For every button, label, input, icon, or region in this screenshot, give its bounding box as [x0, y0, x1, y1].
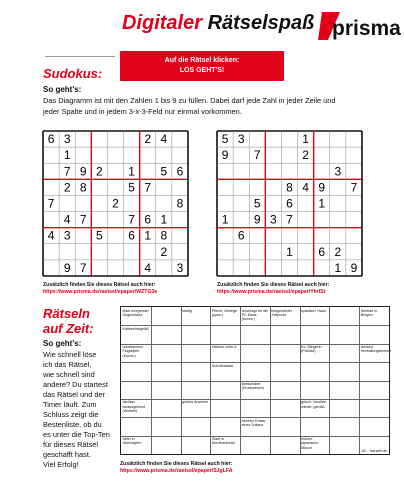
sudoku-cell: 2 — [160, 244, 168, 259]
timed-text-line: Viel Erfolg! — [43, 460, 79, 469]
sudoku-cell: 1 — [63, 148, 71, 163]
crossword-line — [121, 399, 389, 400]
timed-text-line: das Rätsel und der — [43, 390, 106, 399]
sudoku-1-note: Zusätzlich finden Sie dieses Rätsel auch hier: https://www.prisma.de/raetsel/epaper/WZTG3e — [43, 282, 158, 295]
sudoku-cell: 3 — [270, 212, 277, 227]
crossword-clue: Seebad in Belgien — [360, 308, 377, 317]
prisma-logo — [318, 10, 400, 42]
crossword-clue: Schulfestsaal — [211, 363, 234, 368]
sudoku-cell: 2 — [144, 132, 152, 147]
sudoku-cell: 2 — [334, 244, 342, 259]
sudoku-cell: 8 — [79, 180, 87, 195]
sudoku-cell: 7 — [47, 196, 55, 211]
divider — [45, 56, 115, 57]
sudoku-cell: 7 — [63, 164, 71, 179]
sudoku-cell: 6 — [237, 228, 245, 243]
sudoku-cell: 7 — [253, 148, 261, 163]
crossword-clue: spanisch: Haus — [301, 308, 326, 313]
sudoku-cell: 5 — [128, 180, 135, 195]
timed-text-line: Wie schnell löse — [43, 350, 97, 359]
sudoku-cell: 7 — [144, 180, 152, 195]
crossword-link[interactable]: https://www.prisma.de/raetsel/epaper/SJgLFA — [120, 467, 233, 474]
sudoku-cell: 6 — [318, 244, 326, 259]
crossword-clue: Unterlage für die PC-Maus (Kurzw.) — [241, 308, 269, 321]
sudoku-cell: 9 — [253, 212, 261, 227]
sudoku-cell: 9 — [221, 148, 229, 163]
timed-text-line: Timer läuft. Zum — [43, 400, 97, 409]
timed-text-line: es unter die Top-Ten — [43, 430, 110, 439]
sudoku-grid-2[interactable] — [217, 131, 362, 276]
page-title: Digitaler Rätselspaß — [122, 12, 315, 34]
sudoku-cell: 1 — [286, 244, 293, 259]
start-button[interactable]: Auf die Rätsel klicken: LOS GEHT'S! — [120, 51, 284, 81]
crossword-clue: unbekanntes Flugobjekt (Kurzw.) — [122, 345, 144, 358]
sudoku-subheading: So geht's: — [43, 85, 82, 94]
crossword-clue: Stadt in Nordfrankreich — [211, 437, 236, 446]
sudoku-cell: 7 — [350, 180, 358, 195]
sudoku-grid-1[interactable] — [43, 131, 188, 276]
sudoku-cell: 1 — [160, 212, 168, 227]
timed-text-line: wie schnell sind — [43, 370, 95, 379]
crossword-clue: Kaffeetrinkgefäß — [122, 326, 149, 331]
timed-text-line: Bestenliste, ob du — [43, 420, 102, 429]
sudoku-cell: 1 — [221, 212, 229, 227]
timed-heading: Rätseln auf Zeit: — [43, 306, 94, 336]
crossword-clue: frz. Sängerin (Patricia) — [301, 345, 322, 354]
sudoku-cell: 7 — [79, 212, 87, 227]
sudoku-instructions: Das Diagramm ist mit den Zahlen 1 bis 9 zu füllen. Dabei darf jede Zahl in jeder Zeile und jeder Spalte und in jedem 3-x-3-Feld nur einmal vorkommen. — [43, 96, 336, 116]
timed-subheading: So geht's: — [43, 339, 82, 348]
crossword-line — [121, 362, 389, 363]
crossword-clue: griech. Vorsilbe: wieder, gemäß — [301, 400, 327, 409]
timed-text-line: Schluss zeigt die — [43, 410, 99, 419]
sudoku-cell: 1 — [128, 164, 135, 179]
sudoku-cell: 1 — [318, 196, 326, 211]
crossword-grid[interactable] — [120, 306, 390, 455]
timed-text-line: geschafft hast. — [43, 450, 91, 459]
sudoku-cell: 9 — [318, 180, 326, 195]
sudoku-cell: 3 — [237, 132, 245, 147]
sudoku-cell: 3 — [176, 260, 184, 275]
sudoku-cell: 2 — [112, 196, 119, 211]
sudoku-cell: 4 — [47, 228, 55, 243]
sudoku-cell: 6 — [176, 164, 184, 179]
crossword-clue: farbschaber (Druckwesen) — [241, 382, 264, 391]
sudoku-cell: 7 — [79, 260, 87, 275]
sudoku-cell: 3 — [63, 132, 71, 147]
sudoku-cell: 8 — [286, 180, 293, 195]
sudoku-cell: 4 — [302, 180, 309, 195]
sudoku-2-link[interactable]: https://www.prisma.de/raetsel/epaper/YhrlSt — [217, 288, 326, 295]
sudoku-cell: 9 — [79, 164, 87, 179]
sudoku-cell: 4 — [63, 212, 71, 227]
crossword-line — [121, 344, 389, 345]
sudoku-cell: 3 — [63, 228, 71, 243]
crossword-clue: Blick erregender Gegenstand — [122, 308, 149, 317]
crossword-clue: großes Ansehen — [182, 400, 209, 405]
timed-text-line: ich das Rätsel, — [43, 360, 92, 369]
crossword-clue: darüber hinausgehend (Wortteil) — [122, 400, 146, 413]
sudoku-cell: 8 — [160, 228, 168, 243]
sudoku-cell: 6 — [286, 196, 293, 211]
sudoku-cell: 6 — [128, 228, 135, 243]
timed-instructions — [43, 350, 119, 470]
sudoku-cell: 3 — [334, 164, 342, 179]
crossword-clue: schwed. Verwaltungseinheit — [360, 345, 391, 354]
sudoku-cell: 1 — [144, 228, 152, 243]
crossword-line — [121, 436, 389, 437]
crossword-clue: Abtei in Oberbayern — [122, 437, 142, 446]
crossword-clue: festgesetzter Zeitpunkt — [271, 308, 292, 317]
crossword-clue: häufig — [182, 308, 192, 313]
sudoku-cell: 9 — [350, 260, 358, 275]
sudoku-cell: 6 — [144, 212, 152, 227]
crossword-clue: frühere japanische Münze — [301, 437, 319, 450]
sudoku-cell: 5 — [96, 228, 103, 243]
crossword-note: Zusätzlich finden Sie dieses Rätsel auch hier: https://www.prisma.de/raetsel/epaper/SJgLFA — [120, 461, 233, 474]
timed-text-line: andere? Du startest — [43, 380, 108, 389]
sudoku-2-note: Zusätzlich finden Sie dieses Rätsel auch hier: https://www.prisma.de/raetsel/epaper/YhrlSt — [217, 282, 330, 295]
sudoku-cell: 2 — [96, 164, 103, 179]
sudoku-cell: 8 — [176, 196, 184, 211]
sudoku-cell: 5 — [221, 132, 229, 147]
sudoku-cell: 5 — [253, 196, 261, 211]
sudoku-cell: 2 — [63, 180, 71, 195]
sudoku-cell: 1 — [302, 132, 309, 147]
sudoku-1-link[interactable]: https://www.prisma.de/raetsel/epaper/WZTG3e — [43, 288, 158, 295]
crossword-clue: früherer Erlass eines Sultans — [241, 418, 266, 427]
crossword-line — [121, 381, 389, 382]
sudoku-cell: 2 — [302, 148, 309, 163]
sudoku-cell: 5 — [160, 164, 168, 179]
crossword-clue: Pferch, Gehege (span.) — [211, 308, 238, 317]
timed-text-line: für dieses Rätsel — [43, 440, 99, 449]
crossword-credit: 18 – kanzlit.de — [361, 447, 387, 453]
crossword-line — [121, 417, 389, 418]
sudoku-cell: 6 — [47, 132, 55, 147]
crossword-line — [121, 325, 389, 326]
sudoku-cell: 1 — [334, 260, 342, 275]
sudoku-cell: 4 — [160, 132, 168, 147]
svg-text:prisma: prisma — [332, 17, 401, 40]
sudoku-cell: 7 — [128, 212, 135, 227]
sudoku-cell: 7 — [286, 212, 293, 227]
sudoku-heading: Sudokus: — [43, 66, 103, 81]
crossword-clue: Halbton unter d — [211, 345, 237, 350]
sudoku-cell: 4 — [144, 260, 152, 275]
sudoku-cell: 9 — [63, 260, 71, 275]
